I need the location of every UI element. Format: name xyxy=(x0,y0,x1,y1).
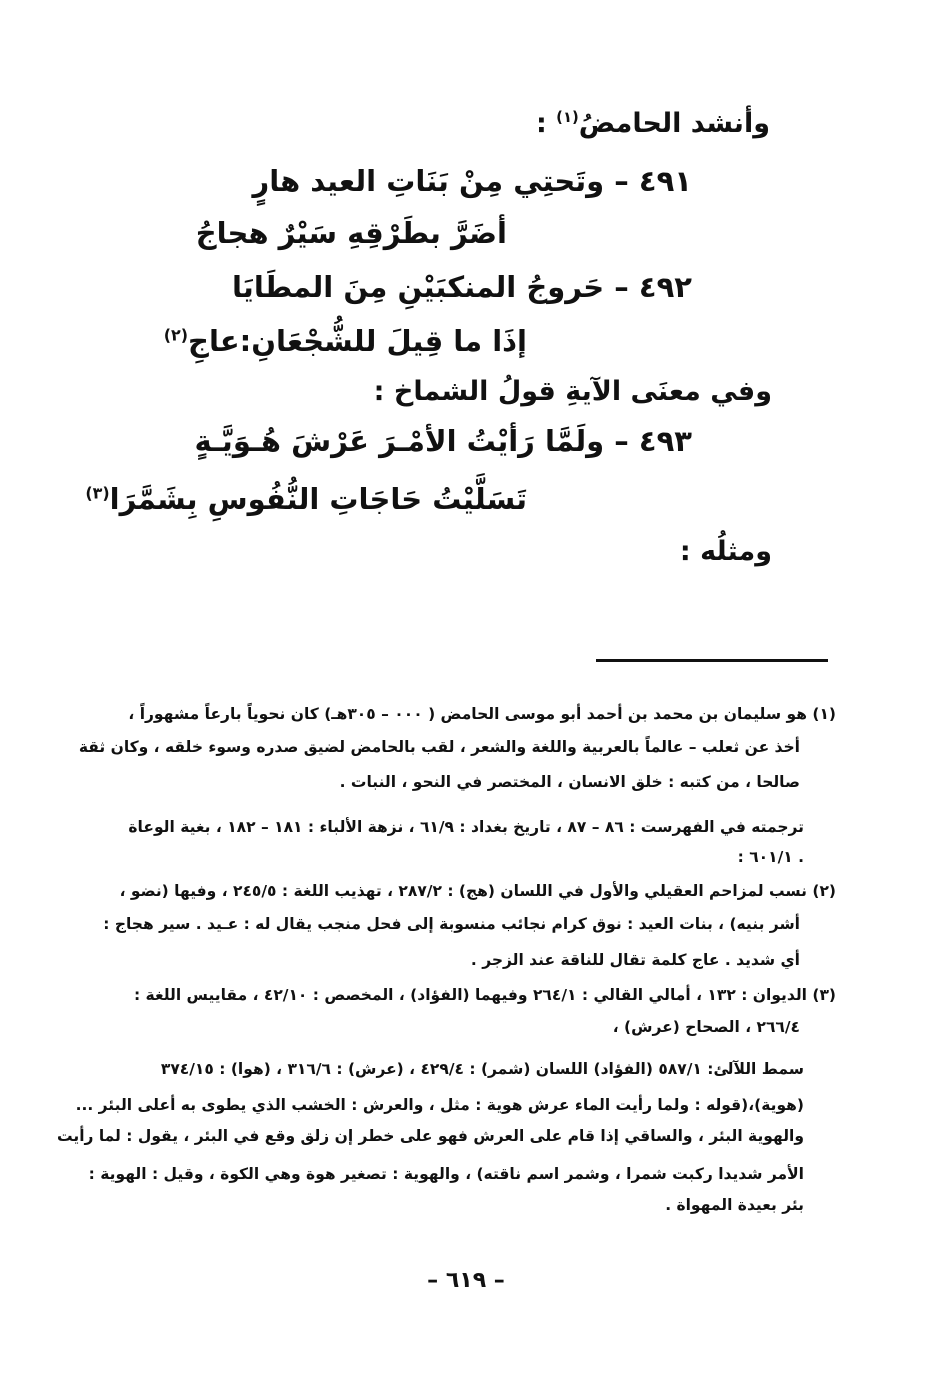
footnote-line: أخذ عن ثعلب – عالماً بالعربية واللغة والشعر ، لقب بالحامض لضيق صدره وسوء خلقه ، وكان ثقة xyxy=(78,738,800,756)
verse-493-second-hemistich: تَسَلَّيْتُ حَاجَاتِ النُّفُوسِ بِشَمَّرَا$^{(٣)}$ xyxy=(85,482,527,516)
footnote-line: سمط اللآلئ: ٥٨٧/١ (الفؤاد) اللسان (شمر) : ٤٢٩/٤ ، (عرش) : ٣١٦/٦ ، (هوا) : ٣٧٤/١٥ xyxy=(160,1060,804,1078)
footnote-ref-1: (١) xyxy=(556,108,579,126)
footnote-line: صالحا ، من كتبه : خلق الانسان ، المختصر في النحو ، النبات . xyxy=(339,773,800,791)
footnote-separator xyxy=(596,659,828,662)
footnote-line: والهوية البئر ، والساقي إذا قام على العرش فهو على خطر إن زلق وقع في البئر ، يقول : لما رأيت xyxy=(56,1127,804,1145)
verse-492-first-hemistich: ٤٩٢ – حَروجُ المنكبَيْنِ مِنَ المطَايَا xyxy=(232,270,692,304)
footnote-ref-2: (٢) xyxy=(163,325,189,345)
verse-491-second-hemistich: أضَرَّ بطَرْقِهِ سَيْرٌ هجاجُ xyxy=(195,216,507,250)
footnote-line: (٣) الديوان : ١٣٢ ، أمالي القالي : ٢٦٤/١ وفيهما (الفؤاد) ، المخصص : ٤٢/١٠ ، مقاييس اللغة : xyxy=(133,986,836,1004)
footnote-line: بئر بعيدة المهواة . xyxy=(665,1196,804,1214)
footnote-line: : ٦٠١/١ . xyxy=(737,848,804,866)
footnote-line: ترجمته في الفهرست : ٨٦ – ٨٧ ، تاريخ بغداد : ٦١/٩ ، نزهة الألباء : ١٨١ – ١٨٢ ، بغية الوعاة xyxy=(128,818,804,836)
footnote-line: (٢) نسب لمزاحم العقيلي والأول في اللسان (هج) : ٢٨٧/٢ ، تهذيب اللغة : ٢٤٥/٥ ، وفيها (نضو ، xyxy=(119,882,836,900)
verse-491-first-hemistich: ٤٩١ – وتَحتِي مِنْ بَنَاتِ العيد هارٍ xyxy=(252,164,692,198)
footnote-line: ٢٦٦/٤ ، الصحاح (عرش) ، xyxy=(612,1018,800,1036)
poem-mid-text: وفي معنَى الآيةِ قولُ الشماخ : xyxy=(373,376,772,407)
footnote-ref-3: (٣) xyxy=(85,483,110,503)
footnote-line: (هوية)،(قوله : ولما رأيت الماء عرش هوية : مثل ، والعرش : الخشب الذي يطوى به أعلى البئر ... xyxy=(75,1096,804,1114)
page-number: – ٦١٩ – xyxy=(427,1268,505,1293)
verse-493-first-hemistich: ٤٩٣ – ولَمَّا رَأيْتُ الأمْـرَ عَرْشَ هُـوَيَّـةٍ xyxy=(194,424,692,458)
poem-outro: ومثلُه : xyxy=(679,536,772,567)
footnote-line: أشر بنيه) ، بنات العيد : نوق كرام نجائب منسوبة إلى فحل منجب يقال له : عـيد . سير هجاج : xyxy=(103,915,800,933)
footnote-line: (١) هو سليمان بن محمد بن أحمد أبو موسى الحامض ( ٠٠٠ – ٣٠٥هـ) كان نحوياً بارعاً مشهوراً ، xyxy=(128,705,836,723)
poem-intro: وأنشد الحامضُ$^{(١)}$ : xyxy=(535,108,770,139)
verse-492-second-hemistich: إذَا ما قِيلَ للشُّجْعَانِ:عاجِ$^{(٢)}$ xyxy=(163,324,527,358)
footnote-line: الأمر شديدا ركبت شمرا ، وشمر اسم ناقته) ، والهوية : تصغير هوة وهي الكوة ، وقيل : الهوية : xyxy=(88,1165,804,1183)
footnote-line: أي شديد . عاج كلمة تقال للناقة عند الزجر . xyxy=(470,951,800,969)
